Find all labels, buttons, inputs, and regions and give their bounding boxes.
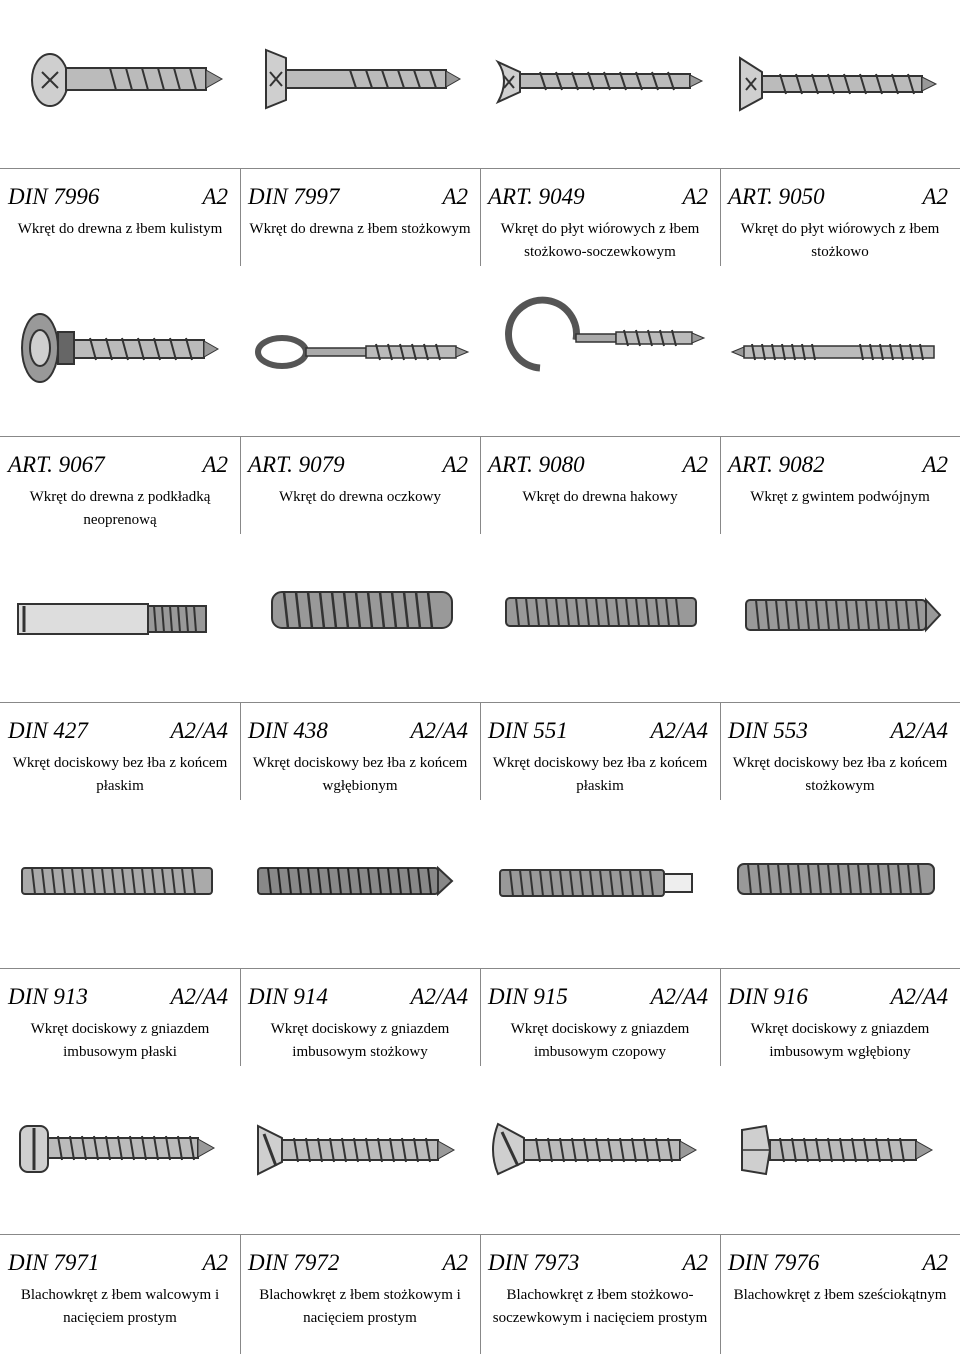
product-description: Blachowkręt z łbem stożkowo-soczewkowym i nacięciem prostym bbox=[492, 1287, 708, 1326]
cheese-head-tapping-screw-icon bbox=[0, 1066, 240, 1246]
material-grade: A2/A4 bbox=[170, 984, 228, 1009]
column-divider bbox=[480, 436, 481, 534]
product-description: Wkręt do drewna z łbem stożkowym bbox=[249, 221, 471, 237]
slotted-set-screw-cup-icon bbox=[240, 534, 480, 714]
hex-socket-set-screw-flat-icon bbox=[0, 800, 240, 980]
product-code: DIN 7997 bbox=[248, 184, 340, 209]
product-description: Wkręt do płyt wiórowych z łbem stożkowo bbox=[740, 221, 940, 260]
product-description: Blachowkręt z łbem stożkowym i nacięciem prostym bbox=[259, 1287, 461, 1326]
product-description: Wkręt dociskowy bez łba z końcem stożkowym bbox=[732, 755, 948, 794]
product-description: Wkręt do drewna hakowy bbox=[522, 489, 678, 505]
product-cell bbox=[720, 800, 960, 1065]
hex-socket-set-screw-cone-icon bbox=[240, 800, 480, 980]
product-cell bbox=[0, 268, 240, 533]
product-code: DIN 438 bbox=[248, 718, 328, 743]
washer-wood-screw-icon bbox=[0, 268, 240, 448]
product-cell bbox=[240, 268, 480, 533]
product-code: DIN 7973 bbox=[488, 1250, 580, 1275]
material-grade: A2 bbox=[922, 452, 948, 477]
column-divider bbox=[240, 436, 241, 534]
column-divider bbox=[480, 1234, 481, 1354]
material-grade: A2/A4 bbox=[410, 718, 468, 743]
product-cell bbox=[240, 800, 480, 1065]
countersunk-tapping-screw-icon bbox=[240, 1066, 480, 1246]
column-divider bbox=[240, 968, 241, 1066]
material-grade: A2 bbox=[922, 184, 948, 209]
product-cell bbox=[480, 0, 720, 265]
product-code: ART. 9049 bbox=[488, 184, 585, 209]
product-cell bbox=[720, 534, 960, 799]
product-code: ART. 9080 bbox=[488, 452, 585, 477]
product-code: DIN 553 bbox=[728, 718, 808, 743]
product-code: ART. 9082 bbox=[728, 452, 825, 477]
product-cell bbox=[480, 268, 720, 533]
material-grade: A2 bbox=[442, 1250, 468, 1275]
product-cell bbox=[0, 534, 240, 799]
material-grade: A2/A4 bbox=[410, 984, 468, 1009]
product-description: Wkręt do drewna oczkowy bbox=[278, 489, 442, 505]
material-grade: A2/A4 bbox=[890, 718, 948, 743]
material-grade: A2 bbox=[202, 184, 228, 209]
product-description: Wkręt dociskowy bez łba z końcem płaskim bbox=[12, 755, 228, 794]
column-divider bbox=[240, 702, 241, 800]
product-description: Blachowkręt z łbem walcowym i nacięciem prostym bbox=[20, 1287, 220, 1326]
column-divider bbox=[480, 168, 481, 266]
product-code: DIN 427 bbox=[8, 718, 88, 743]
product-description: Wkręt dociskowy z gniazdem imbusowym czopowy bbox=[510, 1021, 690, 1060]
product-code: DIN 913 bbox=[8, 984, 88, 1009]
countersunk-wood-screw-icon bbox=[240, 0, 480, 180]
product-code: DIN 7976 bbox=[728, 1250, 820, 1275]
product-cell bbox=[0, 800, 240, 1065]
column-divider bbox=[240, 1234, 241, 1354]
product-description: Blachowkręt z łbem sześciokątnym bbox=[733, 1287, 947, 1303]
material-grade: A2 bbox=[682, 1250, 708, 1275]
pan-head-wood-screw-icon bbox=[0, 0, 240, 180]
column-divider bbox=[720, 436, 721, 534]
material-grade: A2 bbox=[442, 452, 468, 477]
product-cell bbox=[720, 268, 960, 533]
material-grade: A2 bbox=[682, 452, 708, 477]
product-description: Wkręt do drewna z podkładką neoprenową bbox=[29, 489, 211, 528]
product-cell bbox=[720, 1066, 960, 1331]
product-description: Wkręt do płyt wiórowych z łbem stożkowo-soczewkowym bbox=[500, 221, 700, 260]
slotted-set-screw-flat-2-icon bbox=[480, 534, 720, 714]
product-cell bbox=[480, 1066, 720, 1331]
product-description: Wkręt dociskowy z gniazdem imbusowym stożkowy bbox=[270, 1021, 450, 1060]
material-grade: A2/A4 bbox=[650, 984, 708, 1009]
hex-socket-set-screw-cup-icon bbox=[720, 800, 960, 980]
product-code: ART. 9050 bbox=[728, 184, 825, 209]
slotted-set-screw-cone-icon bbox=[720, 534, 960, 714]
product-cell bbox=[240, 0, 480, 265]
countersunk-chipboard-screw-icon bbox=[720, 0, 960, 180]
product-cell bbox=[720, 0, 960, 265]
material-grade: A2 bbox=[442, 184, 468, 209]
product-description: Wkręt dociskowy bez łba z końcem wgłębionym bbox=[252, 755, 468, 794]
product-description: Wkręt dociskowy z gniazdem imbusowym wgłębiony bbox=[750, 1021, 930, 1060]
product-description: Wkręt z gwintem podwójnym bbox=[750, 489, 930, 505]
product-code: DIN 7996 bbox=[8, 184, 100, 209]
product-code: DIN 915 bbox=[488, 984, 568, 1009]
product-cell bbox=[480, 800, 720, 1065]
product-code: ART. 9067 bbox=[8, 452, 105, 477]
material-grade: A2 bbox=[922, 1250, 948, 1275]
product-code: DIN 914 bbox=[248, 984, 328, 1009]
product-cell bbox=[240, 1066, 480, 1331]
product-code: DIN 7971 bbox=[8, 1250, 100, 1275]
product-code: ART. 9079 bbox=[248, 452, 345, 477]
column-divider bbox=[480, 968, 481, 1066]
hex-socket-set-screw-dog-icon bbox=[480, 800, 720, 980]
product-cell bbox=[0, 1066, 240, 1331]
product-cell bbox=[240, 534, 480, 799]
hex-head-tapping-screw-icon bbox=[720, 1066, 960, 1246]
material-grade: A2 bbox=[202, 452, 228, 477]
product-code: DIN 7972 bbox=[248, 1250, 340, 1275]
product-description: Wkręt dociskowy bez łba z końcem płaskim bbox=[492, 755, 708, 794]
column-divider bbox=[240, 168, 241, 266]
material-grade: A2/A4 bbox=[650, 718, 708, 743]
raised-countersunk-chipboard-screw-icon bbox=[480, 0, 720, 180]
column-divider bbox=[720, 168, 721, 266]
double-thread-screw-icon bbox=[720, 268, 960, 448]
product-code: DIN 916 bbox=[728, 984, 808, 1009]
product-description: Wkręt dociskowy z gniazdem imbusowym płaski bbox=[30, 1021, 210, 1060]
product-description: Wkręt do drewna z łbem kulistym bbox=[17, 221, 223, 237]
product-cell bbox=[0, 0, 240, 265]
column-divider bbox=[480, 702, 481, 800]
material-grade: A2/A4 bbox=[170, 718, 228, 743]
raised-countersunk-tapping-screw-icon bbox=[480, 1066, 720, 1246]
column-divider bbox=[720, 968, 721, 1066]
product-cell bbox=[480, 534, 720, 799]
material-grade: A2 bbox=[202, 1250, 228, 1275]
hook-screw-icon bbox=[480, 268, 720, 448]
material-grade: A2/A4 bbox=[890, 984, 948, 1009]
material-grade: A2 bbox=[682, 184, 708, 209]
slotted-set-screw-flat-icon bbox=[0, 534, 240, 714]
column-divider bbox=[720, 1234, 721, 1354]
eye-screw-icon bbox=[240, 268, 480, 448]
product-code: DIN 551 bbox=[488, 718, 568, 743]
column-divider bbox=[720, 702, 721, 800]
